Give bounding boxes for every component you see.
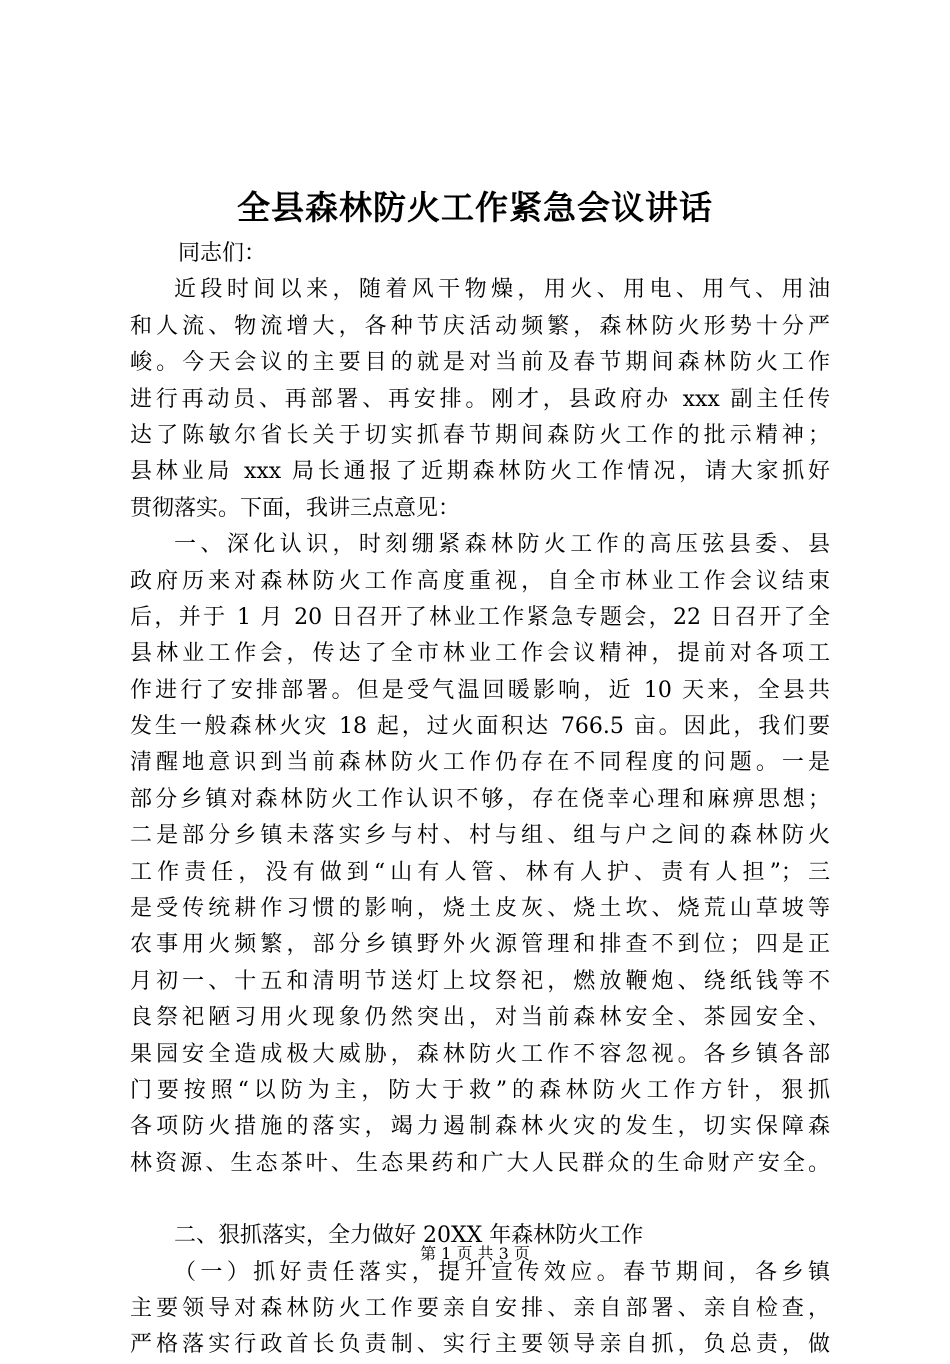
paragraph-line: 政府历来对森林防火工作高度重视，自全市林业工作会议结束	[130, 568, 830, 594]
paragraph-line: 县林业工作会，传达了全市林业工作会议精神，提前对各项工	[130, 641, 830, 667]
page-footer: 第 1 页 共 3 页	[420, 1244, 530, 1263]
paragraph-line: 主要领导对森林防火工作要亲自安排、亲自部署、亲自检查，	[130, 1295, 830, 1321]
paragraph-2	[130, 527, 830, 1182]
document-body	[130, 236, 830, 1364]
paragraph-line: 二是部分乡镇未落实乡与村、村与组、组与户之间的森林防火	[130, 823, 830, 849]
paragraph-line: 县林业局 xxx 局长通报了近期森林防火工作情况，请大家抓好	[130, 459, 830, 485]
paragraph-line: 贯彻落实。下面，我讲三点意见：	[130, 495, 461, 521]
document-title: 全县森林防火工作紧急会议讲话	[237, 188, 713, 227]
section-heading: 二、狠抓落实，全力做好 20XX 年森林防火工作	[174, 1223, 644, 1249]
paragraph-line: 作进行了安排部署。但是受气温回暖影响，近 10 天来，全县共	[130, 677, 830, 703]
paragraph-line: 良祭祀陋习用火现象仍然突出，对当前森林安全、茶园安全、	[130, 1005, 830, 1031]
paragraph-line: 工作责任，没有做到“山有人管、林有人护、责有人担”；三	[130, 859, 830, 885]
paragraph-1	[130, 272, 830, 527]
paragraph-line: 严格落实行政首长负责制、实行主要领导亲自抓，负总责，做	[130, 1332, 830, 1358]
paragraph-line: 门要按照“以防为主，防大于救”的森林防火工作方针，狠抓	[130, 1077, 830, 1103]
paragraph-line: 是受传统耕作习惯的影响，烧土皮灰、烧土坎、烧荒山草坡等	[130, 896, 830, 922]
paragraph-gap	[130, 1182, 830, 1218]
paragraph-line: 林资源、生态茶叶、生态果药和广大人民群众的生命财产安全。	[130, 1150, 830, 1176]
paragraph-line: 后，并于 1 月 20 日召开了林业工作紧急专题会，22 日召开了全	[130, 604, 830, 630]
salutation: 同志们：	[178, 241, 267, 266]
paragraph-line: 清醒地意识到当前森林防火工作仍存在不同程度的问题。一是	[130, 750, 830, 776]
paragraph-line: 各项防火措施的落实，竭力遏制森林火灾的发生，切实保障森	[130, 1114, 830, 1140]
paragraph-line: 和人流、物流增大，各种节庆活动频繁，森林防火形势十分严	[130, 313, 830, 339]
paragraph-line: 进行再动员、再部署、再安排。刚才，县政府办 xxx 副主任传	[130, 386, 830, 412]
paragraph-line: 峻。今天会议的主要目的就是对当前及春节期间森林防火工作	[130, 350, 830, 376]
paragraph-line: （一）抓好责任落实，提升宣传效应。春节期间，各乡镇	[174, 1259, 830, 1285]
paragraph-line: 近段时间以来，随着风干物燥，用火、用电、用气、用油	[174, 277, 830, 303]
paragraph-line: 一、深化认识，时刻绷紧森林防火工作的高压弦县委、县	[174, 532, 830, 558]
paragraph-3	[130, 1255, 830, 1364]
paragraph-line: 农事用火频繁，部分乡镇野外火源管理和排查不到位；四是正	[130, 932, 830, 958]
paragraph-line: 果园安全造成极大威胁，森林防火工作不容忽视。各乡镇各部	[130, 1041, 830, 1067]
paragraph-line: 月初一、十五和清明节送灯上坟祭祀，燃放鞭炮、绕纸钱等不	[130, 968, 830, 994]
paragraph-line: 发生一般森林火灾 18 起，过火面积达 766.5 亩。因此，我们要	[130, 714, 830, 740]
paragraph-line: 部分乡镇对森林防火工作认识不够，存在侥幸心理和麻痹思想；	[130, 786, 830, 812]
paragraph-line: 达了陈敏尔省长关于切实抓春节期间森防火工作的批示精神；	[130, 422, 830, 448]
